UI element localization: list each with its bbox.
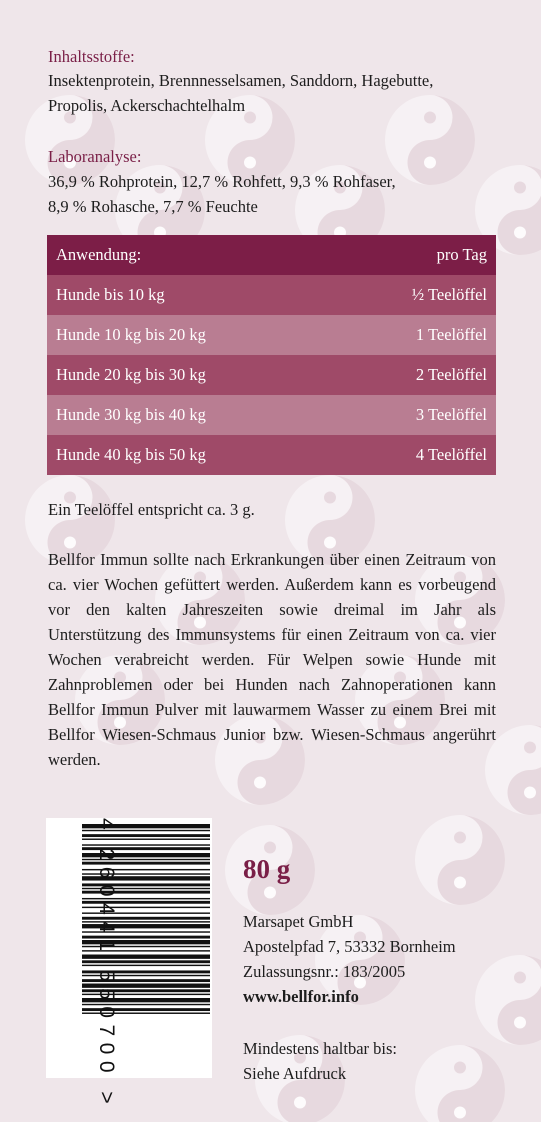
dosage-row: [47, 315, 496, 355]
dosage-row: [47, 435, 496, 475]
dosage-row: [47, 355, 496, 395]
dosage-amount: 3 Teelöffel: [415, 405, 487, 424]
dosage-table: [47, 235, 496, 475]
barcode-digits: 4 260441 550700 >: [95, 818, 118, 1111]
company-address: Apostelpfad 7, 53332 Bornheim: [243, 937, 456, 956]
dosage-weight: Hunde 30 kg bis 40 kg: [56, 405, 206, 424]
dosage-row: [47, 395, 496, 435]
dosage-weight: Hunde 20 kg bis 30 kg: [56, 365, 206, 384]
ingredients-line-2: Propolis, Ackerschachtelhalm: [48, 96, 246, 115]
barcode-bars: [46, 818, 212, 1111]
company-name: Marsapet GmbH: [243, 912, 354, 931]
dosage-table-header: [47, 235, 496, 275]
analysis-line-2: 8,9 % Rohasche, 7,7 % Feuchte: [48, 197, 258, 216]
ingredients-text: [48, 68, 498, 118]
dosage-row: [47, 275, 496, 315]
usage-description: Bellfor Immun sollte nach Erkrankungen über einen Zeitraum von ca. vier Wochen gefüttert werden. Außerdem kann es vorbeugend vor den kalten Jahreszeiten sowie dreimal im Jahr als Unterstützung des Immunsystems für einen Zeitraum von ca. vier Wochen verabreicht werden. Für Welpen sowie Hunde mit Zahnproblemen oder bei Hunden nach Zahnoperationen kann Bellfor Immun Pulver mit lauwarmem Wasser zu einem Brei mit Bellfor Wiesen-Schmaus Junior bzw. Wiesen-Schmaus angerührt werden.: [48, 550, 496, 769]
analysis-heading: Laboranalyse:: [48, 147, 142, 166]
dosage-amount: 4 Teelöffel: [415, 445, 487, 464]
dosage-weight: Hunde bis 10 kg: [56, 285, 165, 304]
barcode: [46, 818, 212, 1111]
net-weight: 80 g: [243, 854, 291, 884]
dosage-weight: Hunde 40 kg bis 50 kg: [56, 445, 206, 464]
ingredients-heading: Inhaltsstoffe:: [48, 47, 135, 66]
website-link[interactable]: www.bellfor.info: [243, 987, 359, 1006]
dosage-amount: ½ Teelöffel: [411, 285, 487, 304]
dosage-weight: Hunde 10 kg bis 20 kg: [56, 325, 206, 344]
dosage-amount: 1 Teelöffel: [415, 325, 487, 344]
dosage-header-per-day: pro Tag: [436, 245, 487, 264]
ingredients-line-1: Insektenprotein, Brennnesselsamen, Sanddorn, Hagebutte,: [48, 71, 434, 90]
manufacturer-info: [243, 909, 456, 1009]
best-before-label: Mindestens haltbar bis:: [243, 1039, 397, 1058]
analysis-text: [48, 169, 498, 219]
dosage-header-usage: Anwendung:: [56, 245, 142, 264]
best-before-info: [243, 1036, 397, 1086]
teaspoon-note: Ein Teelöffel entspricht ca. 3 g.: [48, 500, 255, 519]
dosage-amount: 2 Teelöffel: [415, 365, 487, 384]
best-before-value: Siehe Aufdruck: [243, 1064, 347, 1083]
registration-number: Zulassungsnr.: 183/2005: [243, 962, 406, 981]
analysis-line-1: 36,9 % Rohprotein, 12,7 % Rohfett, 9,3 % Rohfaser,: [48, 172, 396, 191]
